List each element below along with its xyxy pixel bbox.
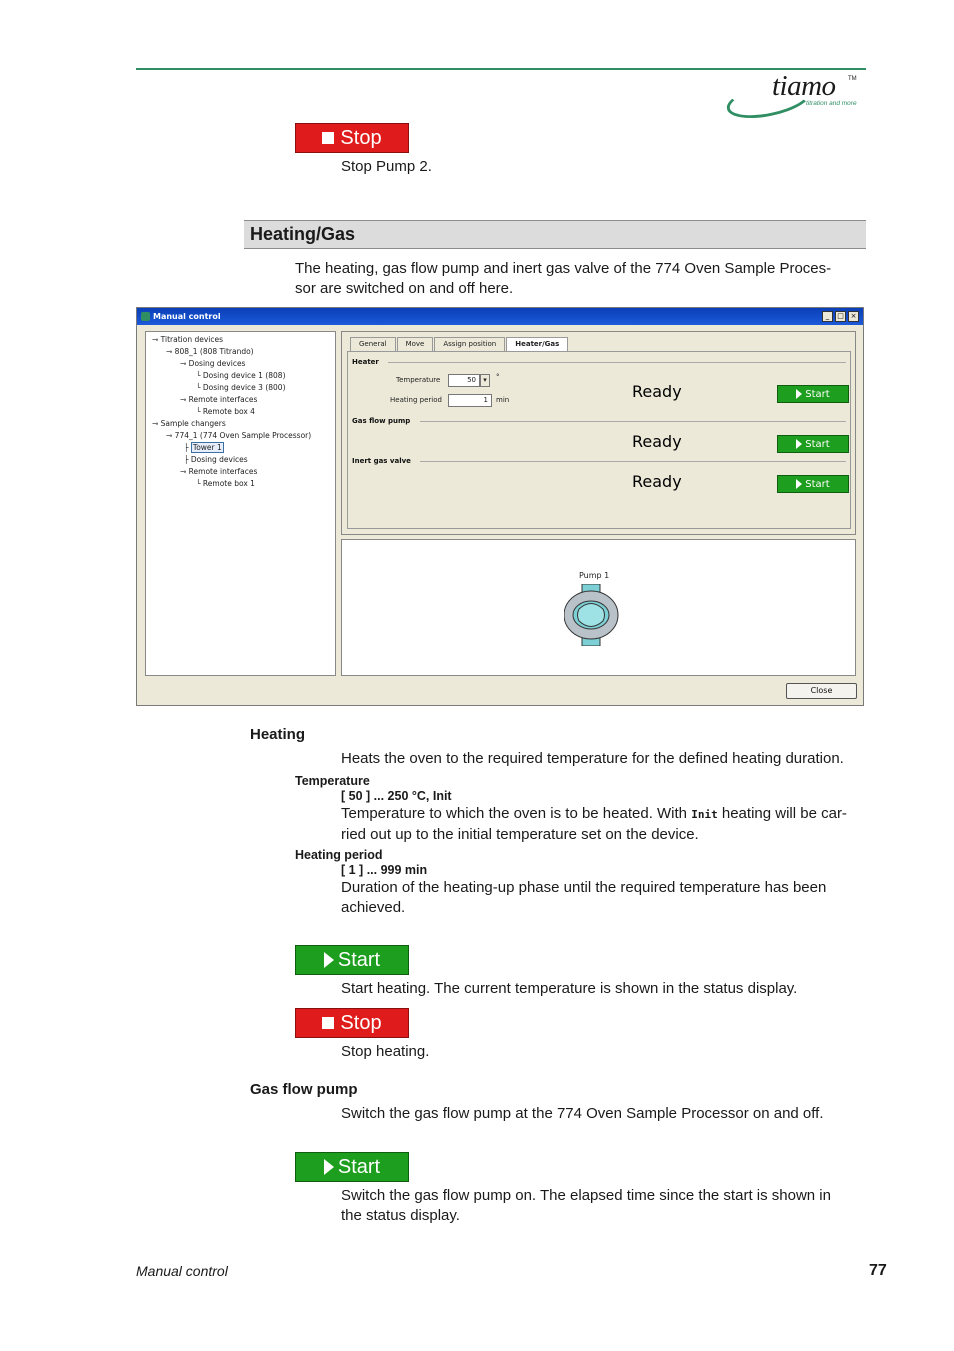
tree-item[interactable]: └ Dosing device 3 (800) bbox=[196, 383, 286, 392]
logo-tm: TM bbox=[848, 76, 857, 82]
heating-period-description: Duration of the heating-up phase until the required temperature has been achieved. bbox=[341, 879, 827, 916]
header-rule bbox=[136, 68, 866, 70]
stop-square-icon bbox=[322, 132, 334, 144]
device-tree[interactable] bbox=[145, 331, 336, 676]
heating-period-param-label: Heating period bbox=[295, 848, 383, 862]
heater-start-button[interactable]: Start bbox=[777, 385, 849, 403]
maximize-button[interactable]: □ bbox=[835, 311, 846, 322]
stop-pump-button[interactable]: Stop bbox=[295, 123, 409, 153]
tab-body bbox=[347, 351, 851, 529]
temperature-description: Temperature to which the oven is to be heated. With Init heating will be car- ried out up to the initial temperature set on the device. bbox=[341, 805, 847, 843]
minimize-button[interactable]: _ bbox=[822, 311, 833, 322]
section-intro: The heating, gas flow pump and inert gas valve of the 774 Oven Sample Proces- sor are switched on and off here. bbox=[295, 260, 832, 297]
heating-period-unit: min bbox=[496, 396, 510, 404]
logo-tagline: titration and more bbox=[806, 100, 857, 107]
start-heating-description: Start heating. The current temperature is shown in the status display. bbox=[341, 980, 798, 997]
heater-group-label: Heater bbox=[352, 358, 379, 366]
page-number: 77 bbox=[869, 1262, 887, 1279]
tab-move[interactable]: Move bbox=[397, 337, 434, 351]
stop-pump-text: Stop Pump 2. bbox=[341, 158, 432, 175]
tab-assign-position[interactable]: Assign position bbox=[434, 337, 505, 351]
heating-period-label: Heating period bbox=[390, 396, 442, 404]
start-gas-flow-button[interactable]: Start bbox=[295, 1152, 409, 1182]
tree-item-selected[interactable]: ├ Tower 1 bbox=[184, 443, 222, 452]
gas-flow-start-button[interactable]: Start bbox=[777, 435, 849, 453]
start-gas-flow-description: Switch the gas flow pump on. The elapsed time since the start is shown in the status display. bbox=[341, 1187, 831, 1224]
pump-label: Pump 1 bbox=[579, 571, 610, 580]
temperature-range: [ 50 ] ... 250 °C, Init bbox=[341, 789, 452, 803]
close-window-button[interactable]: × bbox=[848, 311, 859, 322]
status-display bbox=[341, 539, 856, 676]
tree-item[interactable]: ⊸ Remote interfaces bbox=[180, 467, 258, 476]
tree-item[interactable]: ⊸ Dosing devices bbox=[180, 359, 246, 368]
gas-flow-separator bbox=[420, 421, 846, 422]
tab-heater-gas[interactable]: Heater/Gas bbox=[506, 337, 568, 352]
stop-square-icon bbox=[322, 1017, 334, 1029]
temperature-unit: ° bbox=[496, 373, 500, 381]
tree-item[interactable]: ⊸ 808_1 (808 Titrando) bbox=[166, 347, 254, 356]
inert-gas-group-label: Inert gas valve bbox=[352, 457, 411, 465]
temperature-field[interactable]: 50 bbox=[448, 374, 480, 387]
play-icon bbox=[796, 389, 802, 399]
control-panel bbox=[341, 331, 856, 535]
inert-gas-separator bbox=[420, 461, 846, 462]
heating-description: Heats the oven to the required temperature for the defined heating duration. bbox=[341, 750, 844, 767]
tab-general[interactable]: General bbox=[350, 337, 396, 351]
tree-item[interactable]: ├ Dosing devices bbox=[184, 455, 248, 464]
tree-item[interactable]: └ Remote box 1 bbox=[196, 479, 255, 488]
manual-control-window bbox=[136, 307, 864, 706]
tiamo-logo bbox=[726, 70, 868, 114]
footer-chapter: Manual control bbox=[136, 1263, 228, 1279]
window-titlebar: Manual control _ □ × bbox=[137, 308, 863, 325]
app-icon bbox=[141, 312, 150, 321]
heating-heading: Heating bbox=[250, 726, 306, 743]
heater-status: Ready bbox=[632, 382, 682, 401]
temperature-param-label: Temperature bbox=[295, 774, 370, 788]
play-icon bbox=[324, 952, 334, 968]
gas-flow-heading: Gas flow pump bbox=[250, 1081, 358, 1098]
play-icon bbox=[796, 439, 802, 449]
tree-item[interactable]: ⊸ Remote interfaces bbox=[180, 395, 258, 404]
heating-period-field[interactable]: 1 bbox=[448, 394, 492, 407]
stop-heating-button[interactable]: Stop bbox=[295, 1008, 409, 1038]
tree-item[interactable]: └ Dosing device 1 (808) bbox=[196, 371, 286, 380]
tree-item[interactable]: ⊸ Titration devices bbox=[152, 335, 224, 344]
temperature-label: Temperature bbox=[396, 376, 441, 384]
stop-heating-description: Stop heating. bbox=[341, 1043, 430, 1060]
pump-icon bbox=[564, 584, 624, 646]
gas-flow-group-label: Gas flow pump bbox=[352, 417, 411, 425]
inert-gas-status: Ready bbox=[632, 472, 682, 491]
play-icon bbox=[324, 1159, 334, 1175]
heater-separator bbox=[388, 362, 846, 363]
tree-item[interactable]: ⊸ 774_1 (774 Oven Sample Processor) bbox=[166, 431, 312, 440]
gas-flow-description: Switch the gas flow pump at the 774 Oven Sample Processor on and off. bbox=[341, 1105, 824, 1122]
temperature-dropdown-icon[interactable]: ▾ bbox=[480, 374, 490, 387]
logo-word: tiamo bbox=[772, 70, 836, 102]
section-heading: Heating/Gas bbox=[244, 220, 866, 249]
heating-period-range: [ 1 ] ... 999 min bbox=[341, 863, 428, 877]
close-button[interactable]: Close bbox=[786, 683, 857, 699]
gas-flow-status: Ready bbox=[632, 432, 682, 451]
play-icon bbox=[796, 479, 802, 489]
tree-item[interactable]: └ Remote box 4 bbox=[196, 407, 255, 416]
tab-bar bbox=[350, 337, 569, 351]
tree-item[interactable]: ⊸ Sample changers bbox=[152, 419, 226, 428]
start-heating-button[interactable]: Start bbox=[295, 945, 409, 975]
inert-gas-start-button[interactable]: Start bbox=[777, 475, 849, 493]
